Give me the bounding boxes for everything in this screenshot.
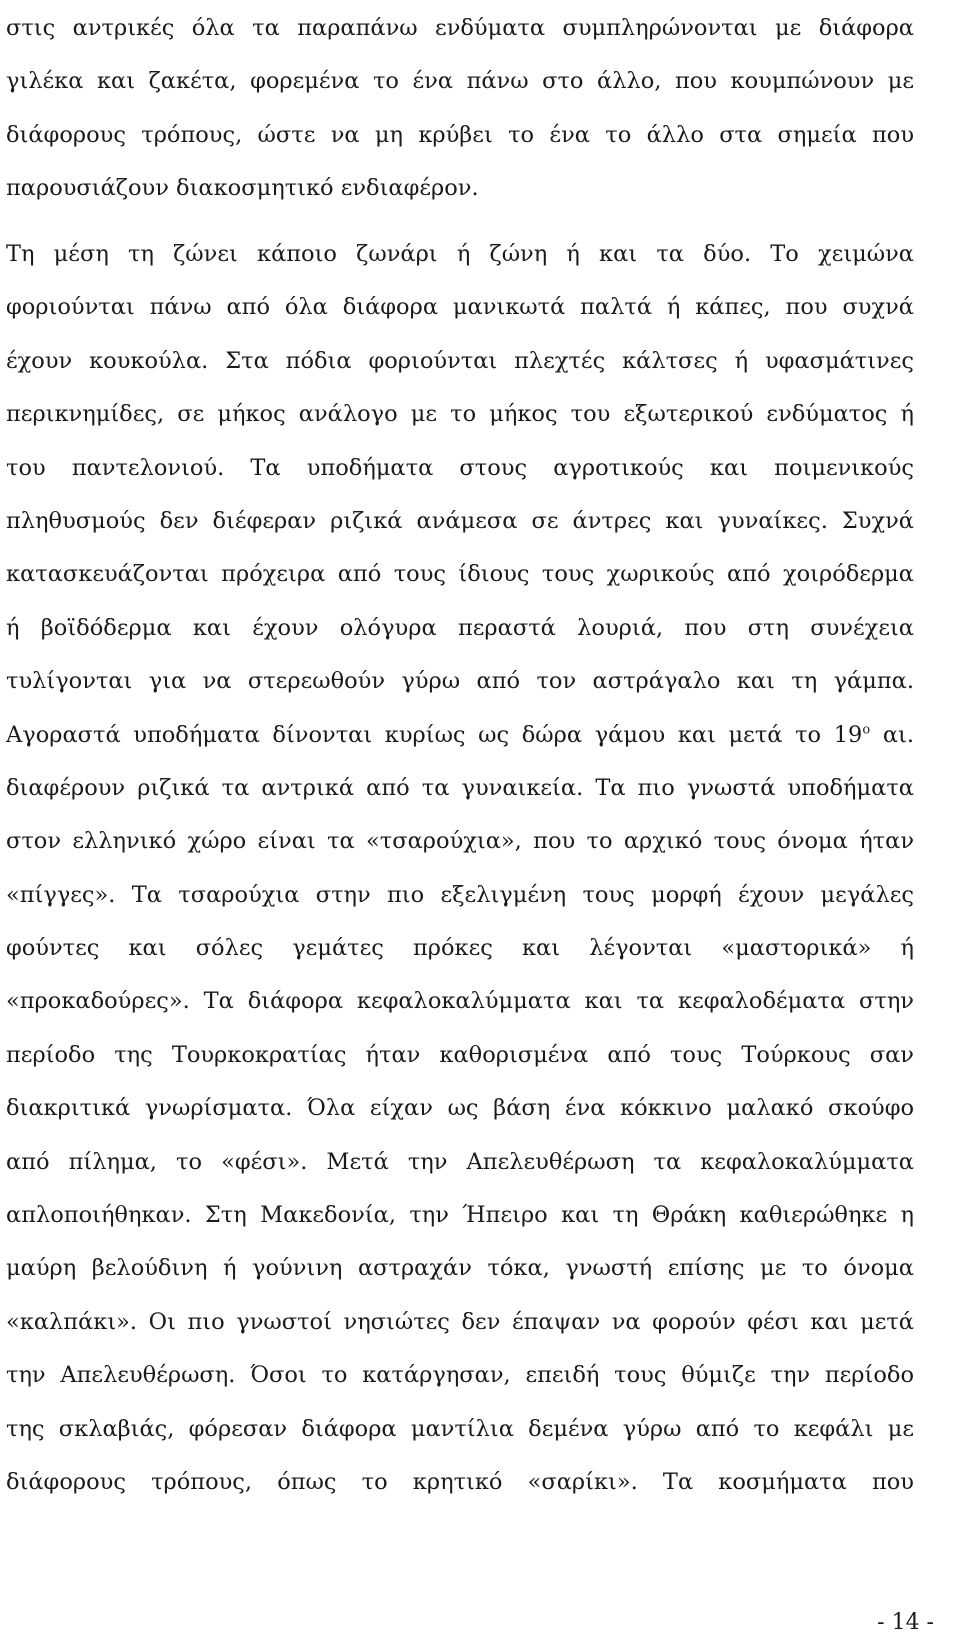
text-line: φοριούνται πάνω από όλα διάφορα μανικωτά παλτά ή κάπες, που συχνά (6, 294, 914, 321)
paragraph-clothing-vests (6, 2, 914, 216)
text-line: στον ελληνικό χώρο είναι τα «τσαρούχια», που το αρχικό τους όνομα ήταν (6, 828, 914, 855)
text-line: ή βοϊδόδερμα και έχουν ολόγυρα περαστά λουριά, που στη συνέχεια (6, 614, 914, 641)
text-line: παρουσιάζουν διακοσμητικό ενδιαφέρον. (6, 175, 479, 202)
text-line: «πίγγες». Τα τσαρούχια στην πιο εξελιγμένη τους μορφή έχουν μεγάλες (6, 881, 914, 908)
text-line: έχουν κουκούλα. Στα πόδια φοριούνται πλεχτές κάλτσες ή υφασμάτινες (6, 347, 914, 374)
text-line: από πίλημα, το «φέσι». Μετά την Απελευθέρωση τα κεφαλοκαλύμματα (6, 1148, 914, 1175)
text-line: της σκλαβιάς, φόρεσαν διάφορα μαντίλια δεμένα γύρω από το κεφάλι με (6, 1415, 914, 1442)
text-line-with-superscript (6, 709, 914, 762)
text-line: φούντες και σόλες γεμάτες πρόκες και λέγονται «μαστορικά» ή (6, 935, 914, 962)
text-line: στις αντρικές όλα τα παραπάνω ενδύματα συμπληρώνονται με διάφορα (6, 15, 914, 41)
paragraph-belts-footwear-headwear (6, 228, 914, 1509)
text-line: διαφέρουν ριζικά τα αντρικά από τα γυναικεία. Τα πιο γνωστά υποδήματα (6, 774, 914, 801)
text-line: την Απελευθέρωση. Όσοι το κατάργησαν, επειδή τους θύμιζε την περίοδο (6, 1362, 914, 1389)
text-run: Αγοραστά υποδήματα δίνονται κυρίως ως δώρα γάμου και μετά το 19 (6, 721, 863, 748)
page-number: - 14 - (877, 1610, 934, 1635)
text-line: Τη μέση τη ζώνει κάποιο ζωνάρι ή ζώνη ή και τα δύο. Το χειμώνα (6, 241, 914, 267)
text-line: τυλίγονται για να στερεωθούν γύρω από τον αστράγαλο και τη γάμπα. (6, 668, 914, 695)
text-line: μαύρη βελούδινη ή γούνινη αστραχάν τόκα, γνωστή επίσης με το όνομα (6, 1255, 914, 1282)
text-line: γιλέκα και ζακέτα, φορεμένα το ένα πάνω στο άλλο, που κουμπώνουν με (6, 68, 914, 95)
text-line: κατασκευάζονται πρόχειρα από τους ίδιους τους χωρικούς από χοιρόδερμα (6, 561, 914, 588)
text-line: «προκαδούρες». Τα διάφορα κεφαλοκαλύμματα και τα κεφαλοδέματα στην (6, 988, 914, 1015)
text-line: πληθυσμούς δεν διέφεραν ριζικά ανάμεσα σε άντρες και γυναίκες. Συχνά (6, 507, 914, 534)
text-line: απλοποιήθηκαν. Στη Μακεδονία, την Ήπειρο και τη Θράκη καθιερώθηκε η (6, 1202, 914, 1229)
text-line: περικνημίδες, σε μήκος ανάλογο με το μήκος του εξωτερικού ενδύματος ή (6, 401, 914, 428)
text-line: του παντελονιού. Τα υποδήματα στους αγροτικούς και ποιμενικούς (6, 454, 914, 481)
text-line: «καλπάκι». Οι πιο γνωστοί νησιώτες δεν έπαψαν να φορούν φέσι και μετά (6, 1308, 914, 1335)
text-line: διακριτικά γνωρίσματα. Όλα είχαν ως βάση ένα κόκκινο μαλακό σκούφο (6, 1095, 914, 1122)
text-run: αι. (870, 721, 914, 748)
text-line: περίοδο της Τουρκοκρατίας ήταν καθορισμένα από τους Τούρκους σαν (6, 1041, 914, 1068)
ordinal-superscript: ο (862, 722, 871, 738)
text-line: διάφορους τρόπους, όπως το κρητικό «σαρίκι». Τα κοσμήματα που (6, 1468, 914, 1495)
text-line: διάφορους τρόπους, ώστε να μη κρύβει το ένα το άλλο στα σημεία που (6, 121, 914, 148)
